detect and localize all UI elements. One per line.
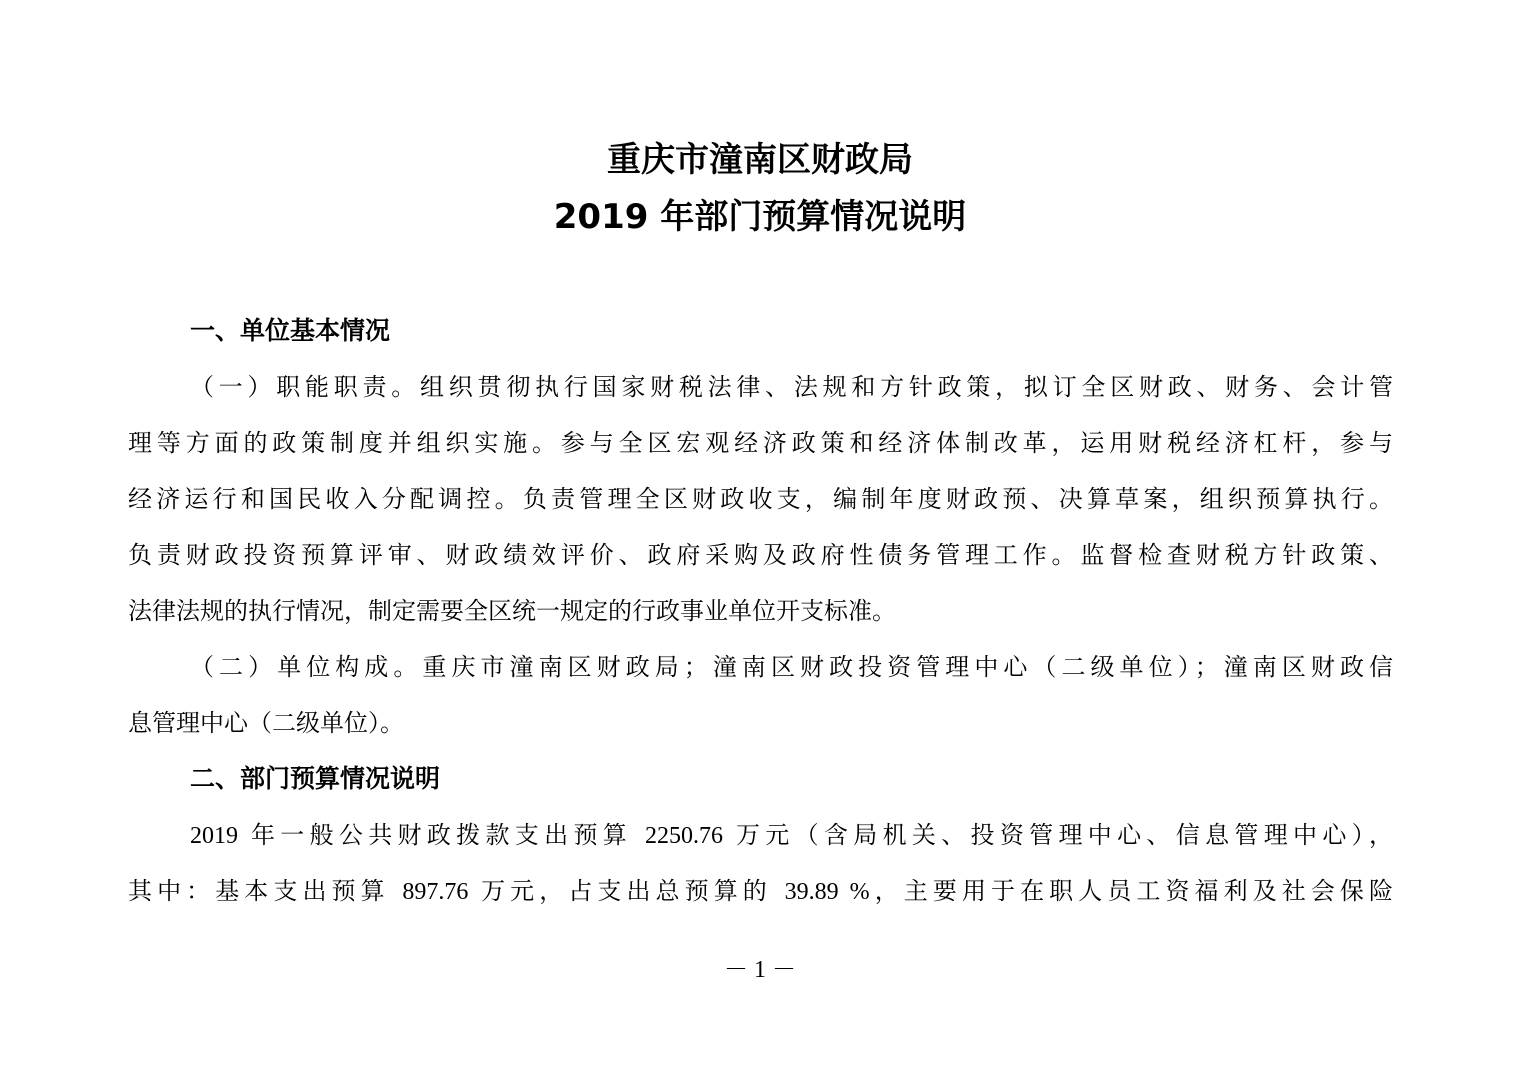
text-segment: ，主要用于在职人员工资福利及社会保险 bbox=[869, 877, 1393, 905]
text-segment: 万元（含局机关、投资管理中心、信息管理中心）， bbox=[723, 821, 1393, 849]
paragraph1-line: 法律法规的执行情况，制定需要全区统一规定的行政事业单位开支标准。 bbox=[128, 597, 896, 625]
paragraph1-line: 负责财政投资预算评审、财政绩效评价、政府采购及政府性债务管理工作。监督检查财税方针政策、 bbox=[128, 541, 1393, 569]
paragraph2-line: 息管理中心（二级单位）。 bbox=[128, 709, 404, 737]
document-title-line2: 2019 年部门预算情况说明 bbox=[553, 197, 967, 237]
document-title-line1: 重庆市潼南区财政局 bbox=[607, 140, 913, 180]
paragraph3-line bbox=[190, 818, 1393, 853]
total-budget-amount: 2250.76 bbox=[645, 823, 724, 849]
paragraph2-line: （二）单位构成。重庆市潼南区财政局；潼南区财政投资管理中心（二级单位）；潼南区财政信 bbox=[190, 653, 1393, 681]
page-number: － 1 － bbox=[724, 957, 796, 983]
paragraph1-line: 经济运行和国民收入分配调控。负责管理全区财政收支，编制年度财政预、决算草案，组织预算执行。 bbox=[128, 485, 1393, 513]
text-segment: 万元，占支出总预算的 bbox=[468, 877, 785, 905]
paragraph3-line bbox=[128, 874, 1393, 909]
basic-budget-percent: 39.89 % bbox=[784, 879, 870, 905]
section1-heading: 一、单位基本情况 bbox=[190, 316, 391, 345]
paragraph1-line: （一）职能职责。组织贯彻执行国家财税法律、法规和方针政策，拟订全区财政、财务、会计管 bbox=[190, 373, 1393, 401]
basic-budget-amount: 897.76 bbox=[402, 879, 469, 905]
budget-year: 2019 bbox=[190, 823, 238, 849]
text-segment: 其中：基本支出预算 bbox=[128, 877, 403, 905]
text-segment: 年一般公共财政拨款支出预算 bbox=[238, 821, 646, 849]
paragraph1-line: 理等方面的政策制度并组织实施。参与全区宏观经济政策和经济体制改革，运用财税经济杠杆，参与 bbox=[128, 429, 1393, 457]
section2-heading: 二、部门预算情况说明 bbox=[190, 764, 441, 793]
